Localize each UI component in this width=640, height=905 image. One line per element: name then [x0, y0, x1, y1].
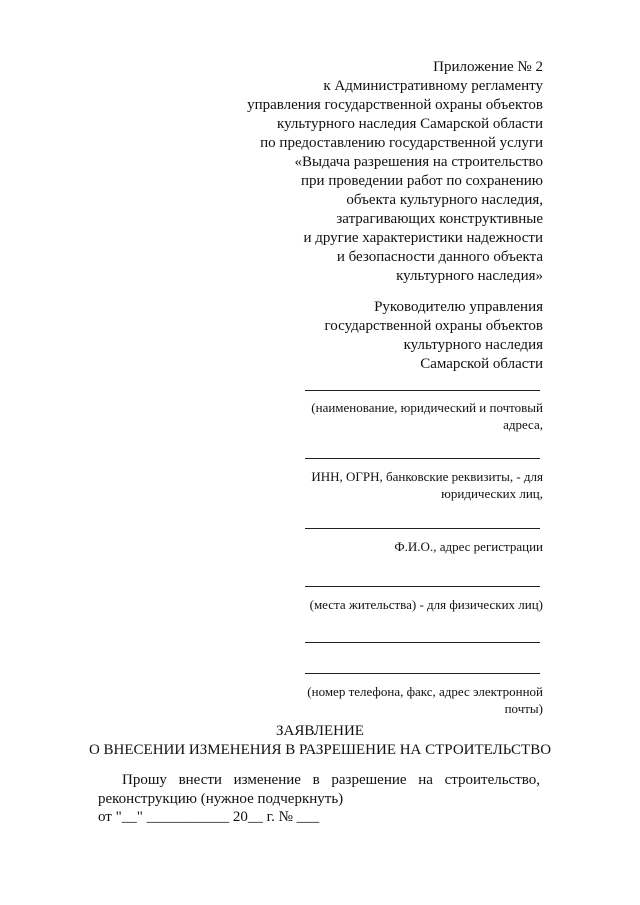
addressee-line: культурного наследия	[403, 337, 543, 353]
field-caption: (номер телефона, факс, адрес электронной	[307, 684, 543, 699]
appendix-line: затрагивающих конструктивные	[336, 211, 543, 227]
fill-in-line[interactable]	[305, 673, 540, 674]
appendix-line: культурного наследия»	[396, 268, 543, 284]
appendix-line: объекта культурного наследия,	[346, 192, 543, 208]
appendix-line: и другие характеристики надежности	[303, 230, 543, 246]
field-caption: Ф.И.О., адрес регистрации	[394, 539, 543, 554]
addressee-line: государственной охраны объектов	[324, 318, 543, 334]
appendix-line: по предоставлению государственной услуги	[260, 135, 543, 151]
statement-title: ЗАЯВЛЕНИЕ	[276, 723, 364, 739]
fill-in-line[interactable]	[305, 390, 540, 391]
appendix-line: «Выдача разрешения на строительство	[294, 154, 543, 170]
field-caption: ИНН, ОГРН, банковские реквизиты, - для	[311, 469, 543, 484]
field-caption: (наименование, юридический и почтовый	[311, 400, 543, 415]
field-caption: адреса,	[503, 417, 543, 432]
fill-in-line[interactable]	[305, 586, 540, 587]
statement-body-line: Прошу внести изменение в разрешение на строительство,	[122, 772, 540, 788]
statement-body-line: реконструкцию (нужное подчеркнуть)	[98, 791, 344, 807]
date-number-line[interactable]: от "__" ___________ 20__ г. № ___	[98, 809, 320, 825]
statement-subtitle: О ВНЕСЕНИИ ИЗМЕНЕНИЯ В РАЗРЕШЕНИЕ НА СТРОИТЕЛЬСТВО	[88, 742, 552, 758]
appendix-line: культурного наследия Самарской области	[277, 116, 543, 132]
appendix-line: к Административному регламенту	[323, 78, 543, 94]
field-caption: (места жительства) - для физических лиц)	[309, 597, 543, 612]
fill-in-line[interactable]	[305, 642, 540, 643]
appendix-line: управления государственной охраны объектов	[247, 97, 543, 113]
appendix-line: при проведении работ по сохранению	[301, 173, 543, 189]
appendix-line: Приложение № 2	[433, 59, 543, 75]
field-caption: юридических лиц,	[441, 486, 543, 501]
addressee-line: Руководителю управления	[374, 299, 543, 315]
fill-in-line[interactable]	[305, 458, 540, 459]
appendix-line: и безопасности данного объекта	[336, 249, 543, 265]
addressee-line: Самарской области	[420, 356, 543, 372]
fill-in-line[interactable]	[305, 528, 540, 529]
field-caption: почты)	[504, 701, 543, 716]
